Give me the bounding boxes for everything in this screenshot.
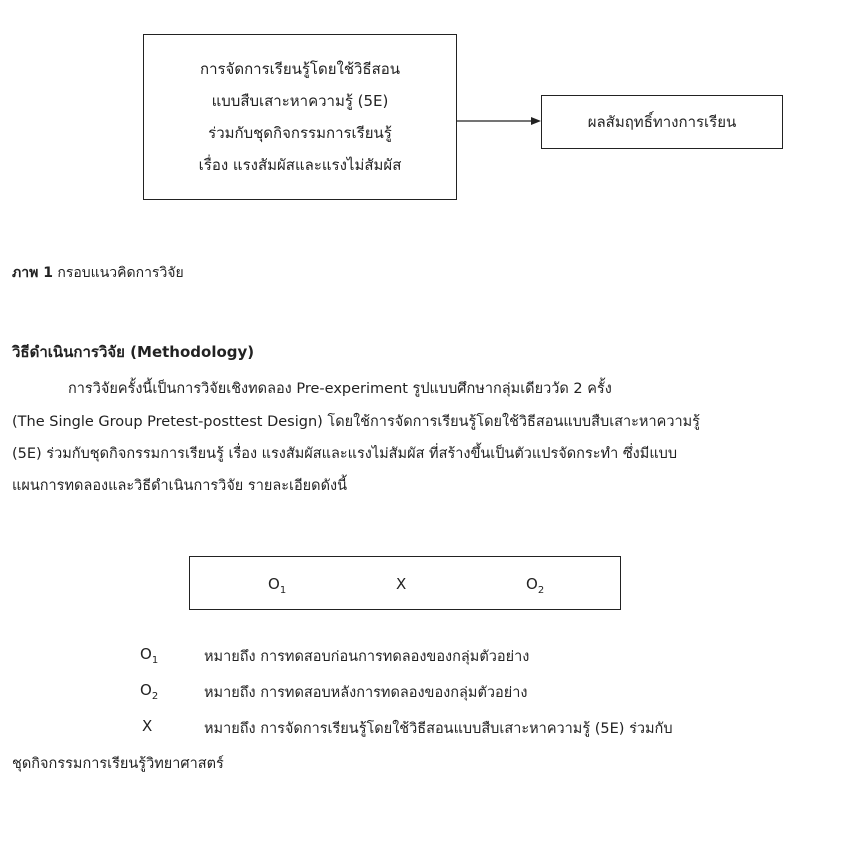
- figure-caption-text: กรอบแนวคิดการวิจัย: [52, 265, 184, 281]
- framework-arrow: [457, 116, 541, 126]
- framework-left-line-2: แบบสืบเสาะหาความรู้ (5E): [211, 92, 389, 110]
- definition-symbol-o2: $O_2$: [140, 681, 159, 702]
- framework-left-line-3: ร่วมกับชุดกิจกรรมการเรียนรู้: [208, 124, 392, 142]
- design-treatment: X: [396, 575, 407, 593]
- definition-symbol-o1: $O_1$: [140, 645, 159, 666]
- framework-right-label: ผลสัมฤทธิ์ทางการเรียน: [587, 113, 737, 131]
- paragraph-line-2: (The Single Group Pretest-posttest Design) โดยใช้การจัดการเรียนรู้โดยใช้วิธีสอนแบบสืบเสาะหาความรู้: [12, 414, 700, 430]
- framework-dependent-variable-box: [541, 95, 783, 149]
- figure-caption-label: ภาพ 1: [12, 265, 53, 281]
- paragraph-line-4: แผนการทดลองและวิธีดำเนินการวิจัย รายละเอียดดังนี้: [12, 478, 348, 494]
- framework-left-line-4: เรื่อง แรงสัมผัสและแรงไม่สัมผัส: [198, 156, 402, 174]
- figure-caption: [12, 262, 184, 284]
- paragraph-line-3: (5E) ร่วมกับชุดกิจกรรมการเรียนรู้ เรื่อง แรงสัมผัสและแรงไม่สัมผัส ที่สร้างขึ้นเป็นตัวแปรจัดกระทำ ซึ่งมีแบบ: [12, 446, 678, 462]
- design-posttest: $O_2$: [526, 575, 545, 596]
- definition-meaning-o2: หมายถึง การทดสอบหลังการทดลองของกลุ่มตัวอย่าง: [204, 685, 528, 701]
- framework-left-line-1: การจัดการเรียนรู้โดยใช้วิธีสอน: [199, 60, 401, 78]
- definition-symbol-x: X: [142, 717, 153, 735]
- design-pretest: $O_1$: [268, 575, 287, 596]
- research-design-box: [189, 556, 621, 610]
- definition-continuation: ชุดกิจกรรมการเรียนรู้วิทยาศาสตร์: [12, 756, 224, 772]
- paragraph-line-1: การวิจัยครั้งนี้เป็นการวิจัยเชิงทดลอง Pre-experiment รูปแบบศึกษากลุ่มเดียววัด 2 ครั้ง: [68, 381, 612, 397]
- definition-meaning-x: หมายถึง การจัดการเรียนรู้โดยใช้วิธีสอนแบบสืบเสาะหาความรู้ (5E) ร่วมกับ: [204, 721, 673, 737]
- section-heading: วิธีดำเนินการวิจัย (Methodology): [12, 343, 255, 361]
- framework-independent-variable-box: [143, 34, 457, 200]
- definition-meaning-o1: หมายถึง การทดสอบก่อนการทดลองของกลุ่มตัวอย่าง: [204, 649, 530, 665]
